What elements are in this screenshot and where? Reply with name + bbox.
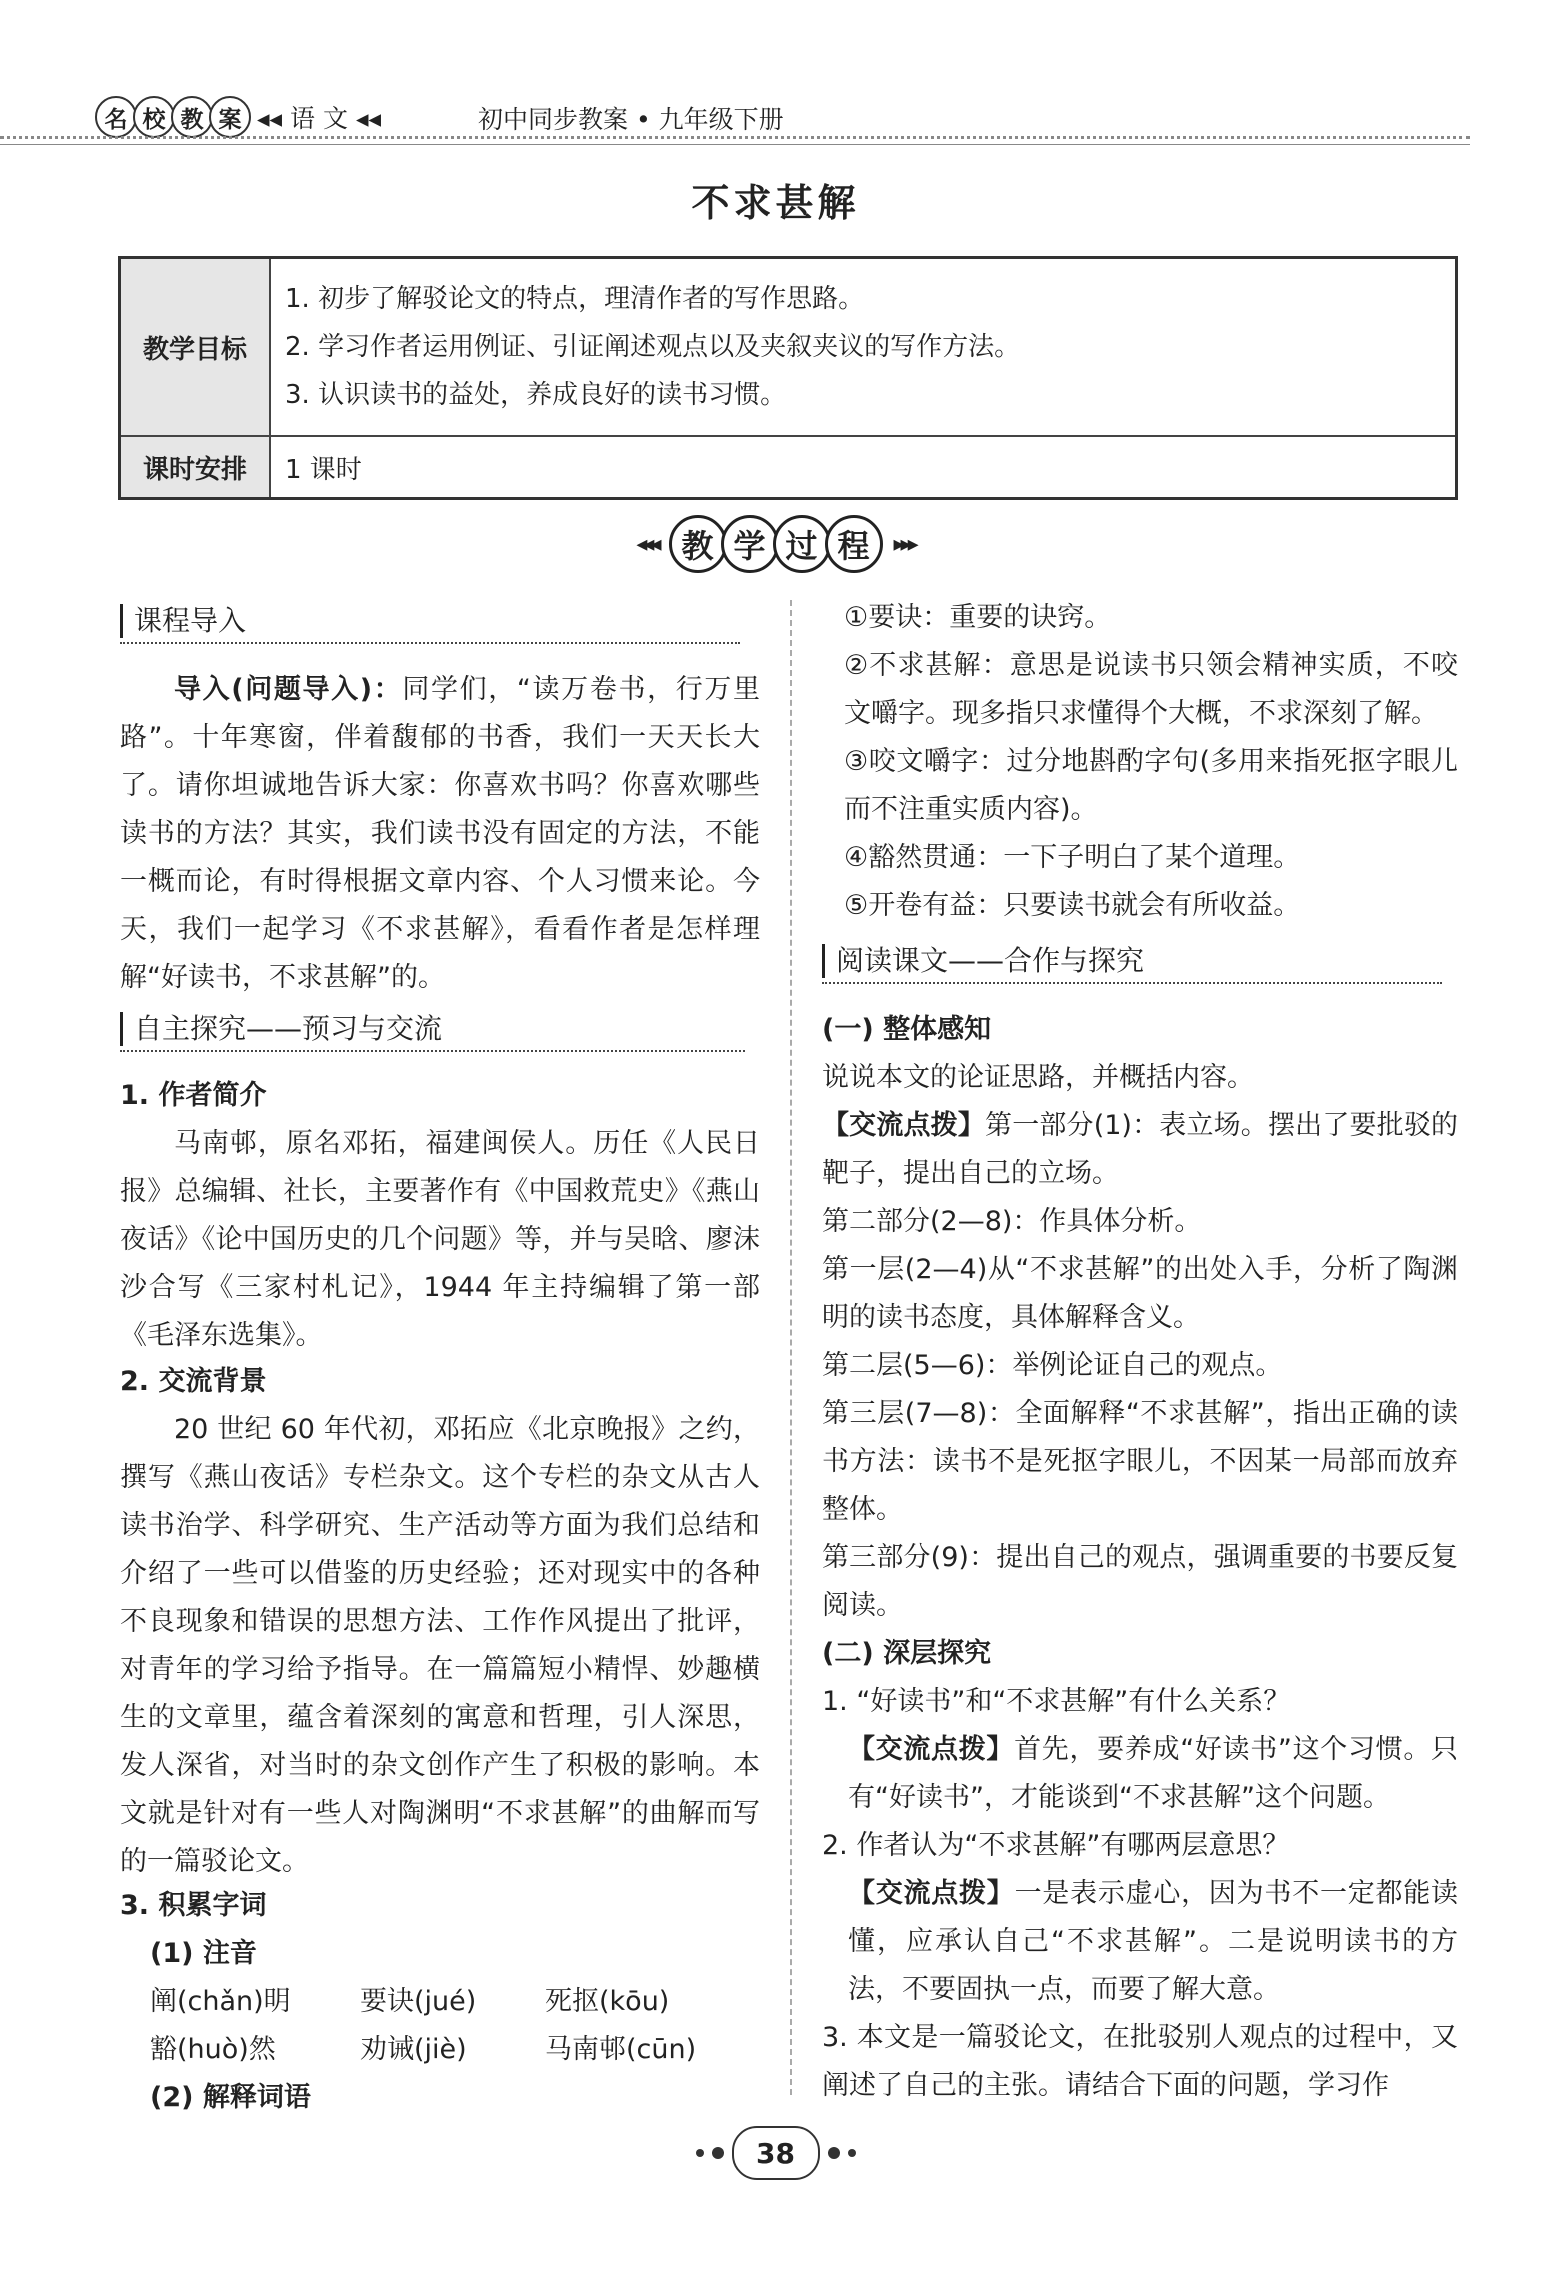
pinyin-item: 要诀(jué) [360, 1986, 477, 2017]
right-arrows-icon: ▸▸▸ [893, 531, 915, 557]
heading-author: 1. 作者简介 [120, 1080, 267, 1111]
dot-icon [712, 2147, 724, 2159]
page-number: 38 [732, 2126, 820, 2180]
process-title [672, 515, 880, 573]
header-left [95, 98, 381, 136]
dot-icon [828, 2147, 840, 2159]
intro-text: 同学们，“读万卷书，行万里路”。十年寒窗，伴着馥郁的书香，我们一天天长大了。请你坦诚地告诉大家：你喜欢书吗？你喜欢哪些读书的方法？其实，我们读书没有固定的方法，不能一概而论，有时得根据文章内容、个人习惯来论。今天，我们一起学习《不求甚解》，看看作者是怎样理解“好读书，不求甚解”的。 [120, 674, 760, 993]
pinyin-item: 死抠(kōu) [545, 1986, 670, 2017]
pinyin-list [150, 1978, 770, 2074]
answer [822, 1726, 1458, 1822]
process-banner [0, 515, 1551, 573]
question: 1. “好读书”和“不求甚解”有什么关系？ [822, 1686, 1291, 1717]
intro-paragraph [120, 666, 760, 1002]
goal-item: 2. 学习作者运用例证、引证阐述观点以及夹叙夹议的写作方法。 [285, 332, 1021, 362]
overview-question: 说说本文的论证思路，并概括内容。 [822, 1062, 1254, 1093]
answer-text: 第三部分(9)：提出自己的观点，强调重要的书要反复阅读。 [822, 1542, 1458, 1621]
heading-background: 2. 交流背景 [120, 1366, 267, 1397]
brand-char: 教 [171, 96, 213, 138]
goals-label: 教学目标 [120, 258, 271, 437]
dot-icon [696, 2149, 704, 2157]
hint-tag: 【交流点拨】 [848, 1734, 1015, 1765]
pinyin-item: 劝诫(jiè) [360, 2034, 467, 2065]
answer-text: 第一部分(1)：表立场。摆出了要批驳的靶子，提出自己的立场。 [822, 1110, 1459, 1189]
section-title: 阅读课文——合作与探究 [836, 944, 1145, 977]
answer [822, 1870, 1458, 2014]
process-char: 学 [721, 515, 779, 573]
book-title: 初中同步教案 • 九年级下册 [478, 105, 784, 134]
answer-text: 第三层(7—8)：全面解释“不求甚解”，指出正确的读书方法：读书不是死抠字眼儿，不因某一局部而放弃整体。 [822, 1398, 1458, 1525]
goal-item: 3. 认识读书的益处，养成良好的读书习惯。 [285, 380, 787, 410]
pinyin-item: 阐(chǎn)明 [150, 1986, 291, 2017]
intro-lead: 导入(问题导入)： [174, 674, 403, 705]
section-header-selfstudy [120, 1010, 760, 1050]
lesson-title: 不求甚解 [691, 181, 860, 225]
definition-item: ⑤开卷有益：只要读书就会有所收益。 [844, 890, 1301, 921]
subheading-pinyin: (1) 注音 [150, 1938, 257, 1969]
pinyin-row [150, 2026, 770, 2074]
deep-heading: (二) 深层探究 [822, 1638, 992, 1669]
header-divider [0, 136, 1470, 145]
definition-item: ①要诀：重要的诀窍。 [844, 602, 1112, 633]
subheading-definitions: (2) 解释词语 [150, 2082, 311, 2113]
subject-label: ◂◂ 语 文 ◂◂ [257, 104, 382, 133]
section-header-intro [120, 602, 760, 642]
section-title: 自主探究——预习与交流 [134, 1012, 443, 1045]
question: 3. 本文是一篇驳论文，在批驳别人观点的过程中，又阐述了自己的主张。请结合下面的问题，学习作 [822, 2022, 1458, 2101]
answer-text: 第二层(5—6)：举例论证自己的观点。 [822, 1350, 1283, 1381]
goal-item: 1. 初步了解驳论文的特点，理清作者的写作思路。 [285, 284, 865, 314]
heading-vocab: 3. 积累字词 [120, 1890, 267, 1921]
hint-tag: 【交流点拨】 [848, 1878, 1015, 1909]
schedule-value: 1 课时 [270, 436, 1457, 499]
definition-item: ④豁然贯通：一下子明白了某个道理。 [844, 842, 1301, 873]
dot-icon [848, 2149, 856, 2157]
question: 2. 作者认为“不求甚解”有哪两层意思？ [822, 1830, 1290, 1861]
process-char: 程 [825, 515, 883, 573]
brand-char: 案 [209, 96, 251, 138]
definition-item: ②不求甚解：意思是说读书只领会精神实质，不咬文嚼字。现多指只求懂得个大概，不求深刻了解。 [844, 650, 1458, 729]
answer-text: 第一层(2—4)从“不求甚解”的出处入手，分析了陶渊明的读书态度，具体解释含义。 [822, 1254, 1458, 1333]
column-divider [790, 600, 792, 2095]
overview-heading: (一) 整体感知 [822, 1014, 992, 1045]
brand-char: 名 [95, 96, 137, 138]
definitions-list [822, 594, 1458, 930]
page-number-area [0, 2126, 1551, 2180]
overview-answer [822, 1102, 1458, 1198]
pinyin-row [150, 1978, 770, 2026]
schedule-label: 课时安排 [120, 436, 271, 499]
answer-text: 首先，要养成“好读书”这个习惯。只有“好读书”，才能谈到“不求甚解”这个问题。 [848, 1734, 1459, 1813]
overview-section [822, 1006, 1458, 2110]
left-arrows-icon: ◂◂◂ [636, 531, 658, 557]
section-header-reading [822, 942, 1462, 982]
brand-char: 校 [133, 96, 175, 138]
goals-list [270, 258, 1457, 437]
hint-tag: 【交流点拨】 [822, 1110, 986, 1141]
pinyin-item: 豁(huò)然 [150, 2034, 276, 2065]
goals-table [118, 256, 1458, 500]
brand-logo [95, 96, 247, 138]
answer-text: 一是表示虚心，因为书不一定都能读懂，应承认自己“不求甚解”。二是说明读书的方法，不要固执一点，而要了解大意。 [848, 1878, 1459, 2005]
process-char: 教 [669, 515, 727, 573]
section-title: 课程导入 [134, 604, 247, 637]
answer-text: 第二部分(2—8)：作具体分析。 [822, 1206, 1202, 1237]
definition-item: ③咬文嚼字：过分地斟酌字句(多用来指死抠字眼儿而不注重实质内容)。 [844, 746, 1458, 825]
background-paragraph: 20 世纪 60 年代初，邓拓应《北京晚报》之约，撰写《燕山夜话》专栏杂文。这个专栏的杂文从古人读书治学、科学研究、生产活动等方面为我们总结和介绍了一些可以借鉴的历史经验；还对现实中的各种不良现象和错误的思想方法、工作作风提出了批评，对青年的学习给予指导。在一篇篇短小精悍、妙趣横生的文章里，蕴含着深刻的寓意和哲理，引人深思，发人深省，对当时的杂文创作产生了积极的影响。本文就是针对有一些人对陶渊明“不求甚解”的曲解而写的一篇驳论文。 [120, 1414, 760, 1877]
process-char: 过 [773, 515, 831, 573]
author-paragraph: 马南邨，原名邓拓，福建闽侯人。历任《人民日报》总编辑、社长，主要著作有《中国救荒史》《燕山夜话》《论中国历史的几个问题》等，并与吴晗、廖沫沙合写《三家村札记》，1944 年主持编辑了第一部《毛泽东选集》。 [120, 1128, 760, 1351]
pinyin-item: 马南邨(cūn) [545, 2034, 697, 2065]
